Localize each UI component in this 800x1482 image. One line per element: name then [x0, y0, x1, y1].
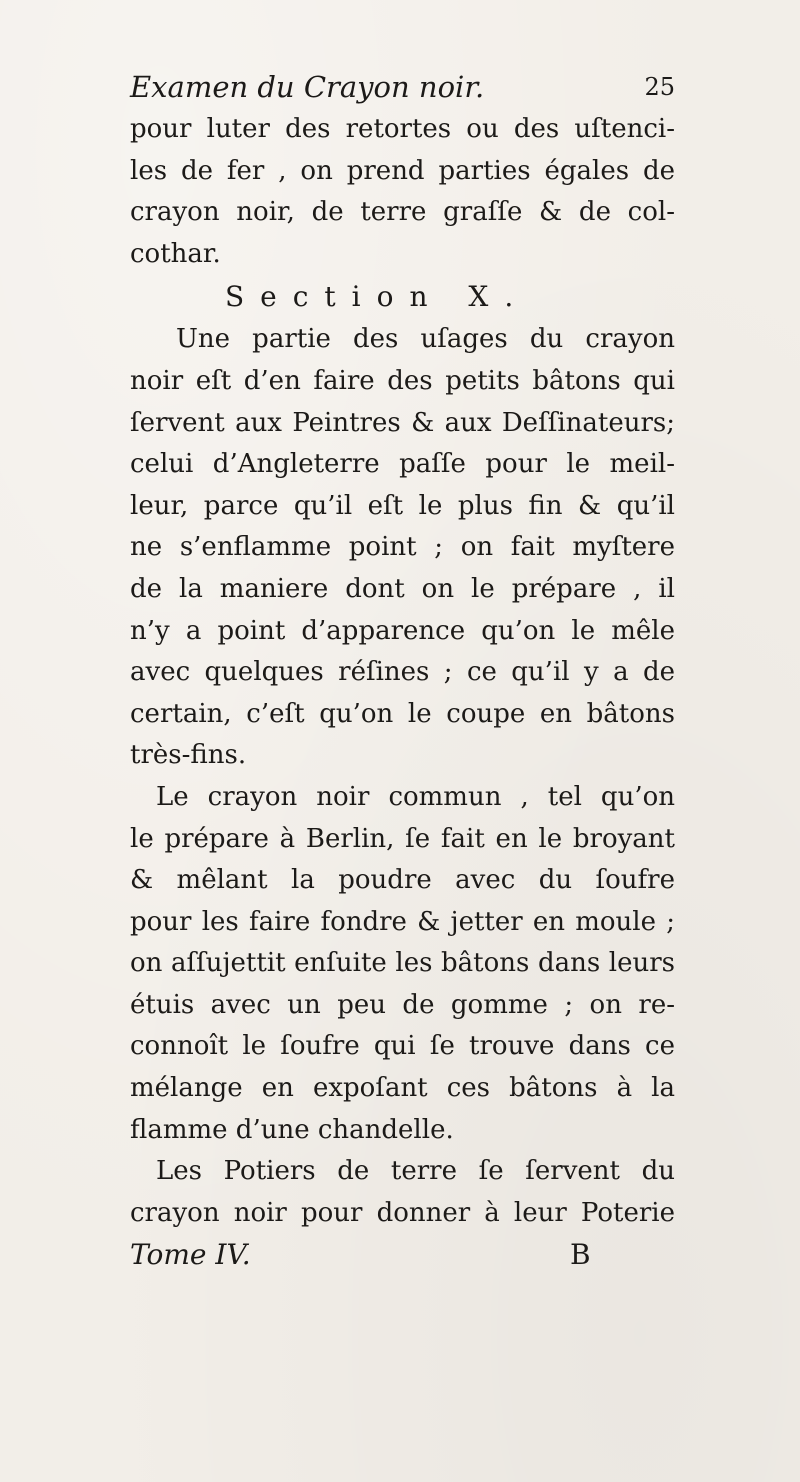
text-line: on aſſujettit enſuite les bâtons dans leurs	[130, 948, 675, 979]
running-head	[130, 65, 675, 109]
text-line: mélange en expoſant ces bâtons à la	[130, 1073, 675, 1104]
text-line: leur, parce qu’il eſt le plus fin & qu’il	[130, 490, 675, 521]
text-line: avec quelques réſines ; ce qu’il y a de	[130, 657, 675, 688]
running-title: Examen du Crayon noir.	[130, 70, 485, 104]
page-footer	[130, 1234, 675, 1276]
text-line: les de fer , on prend parties égales de	[130, 155, 675, 186]
text-line: le prépare à Berlin, ſe fait en le broyant	[130, 823, 675, 854]
text-line: certain, c’eſt qu’on le coupe en bâtons	[130, 698, 675, 729]
text-line: noir eſt d’en faire des petits bâtons qui	[130, 365, 675, 396]
text-line: très-fins.	[130, 740, 247, 771]
text-line: cothar.	[130, 238, 221, 269]
text-block	[130, 65, 675, 1276]
text-line: pour les faire fondre & jetter en moule ;	[130, 906, 675, 937]
volume-label: Tome IV.	[130, 1238, 251, 1272]
text-line: flamme d’une chandelle.	[130, 1114, 454, 1145]
text-line: de la maniere dont on le prépare , il	[130, 573, 675, 604]
paragraph-berlin	[130, 777, 675, 1151]
text-line: Le crayon noir commun , tel qu’on	[156, 781, 675, 812]
text-line: celui d’Angleterre paſſe pour le meil-	[130, 449, 675, 480]
text-line: crayon noir pour donner à leur Poterie	[130, 1197, 675, 1228]
paragraph-continuation	[130, 109, 675, 275]
text-line: pour luter des retortes ou des uſtenci-	[130, 114, 675, 144]
page-number: 25	[644, 73, 675, 101]
text-line: ſervent aux Peintres & aux Deſſinateurs;	[130, 407, 675, 438]
text-line: Une partie des uſages du crayon	[176, 324, 675, 355]
signature-mark: B	[570, 1238, 591, 1272]
text-line: Les Potiers de terre ſe ſervent du	[156, 1156, 675, 1187]
section-heading: Section X.	[225, 280, 530, 314]
paragraph-potters	[130, 1151, 675, 1234]
text-line: ne s’enflamme point ; on fait myſtere	[130, 532, 675, 563]
text-line: connoît le ſoufre qui ſe trouve dans ce	[130, 1031, 675, 1062]
text-line: n’y a point d’apparence qu’on le mêle	[130, 615, 675, 646]
text-line: crayon noir, de terre graſſe & de col-	[130, 197, 675, 228]
text-line: & mêlant la poudre avec du ſoufre	[130, 865, 675, 896]
text-line: étuis avec un peu de gomme ; on re-	[130, 989, 675, 1020]
paragraph-uses	[130, 319, 675, 777]
